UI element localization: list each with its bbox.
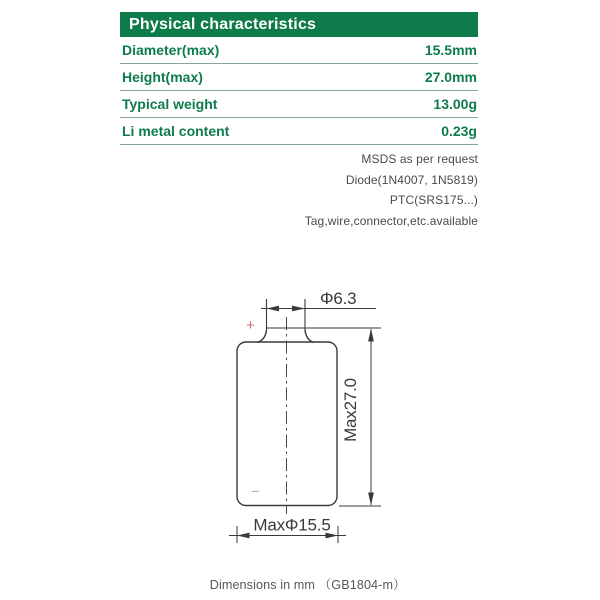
spec-label: Height(max) (122, 69, 203, 85)
terminal-flare-left (258, 330, 267, 343)
positive-terminal-mark: + (246, 317, 255, 334)
spec-value: 13.00g (433, 96, 477, 112)
option-line: MSDS as per request (361, 152, 478, 166)
spec-value: 27.0mm (424, 69, 477, 85)
spec-value: 0.23g (441, 123, 477, 139)
dim-arrow-left (237, 533, 250, 539)
height-label: Max27.0 (341, 378, 360, 442)
body-diameter-label: MaxΦ15.5 (253, 515, 331, 535)
spec-label: Diameter(max) (122, 42, 220, 58)
option-line: Diode(1N4007, 1N5819) (345, 172, 478, 187)
option-line: PTC(SRS175...) (389, 193, 478, 207)
spec-label: Typical weight (122, 96, 218, 112)
option-line: Tag,wire,connector,etc.available (304, 213, 478, 228)
dim-arrow-right (292, 306, 305, 312)
negative-terminal-mark: − (251, 483, 260, 499)
table-title: Physical characteristics (120, 12, 478, 37)
dim-arrow-left (267, 306, 280, 312)
dim-arrow-up (368, 329, 374, 342)
dim-arrow-down (368, 493, 374, 506)
drawing-caption: Dimensions in mm （GB1804-m） (209, 577, 406, 592)
terminal-flare-right (305, 330, 314, 343)
terminal-diameter-label: Φ6.3 (320, 289, 357, 308)
spec-value: 15.5mm (424, 42, 477, 58)
spec-label: Li metal content (122, 123, 230, 139)
